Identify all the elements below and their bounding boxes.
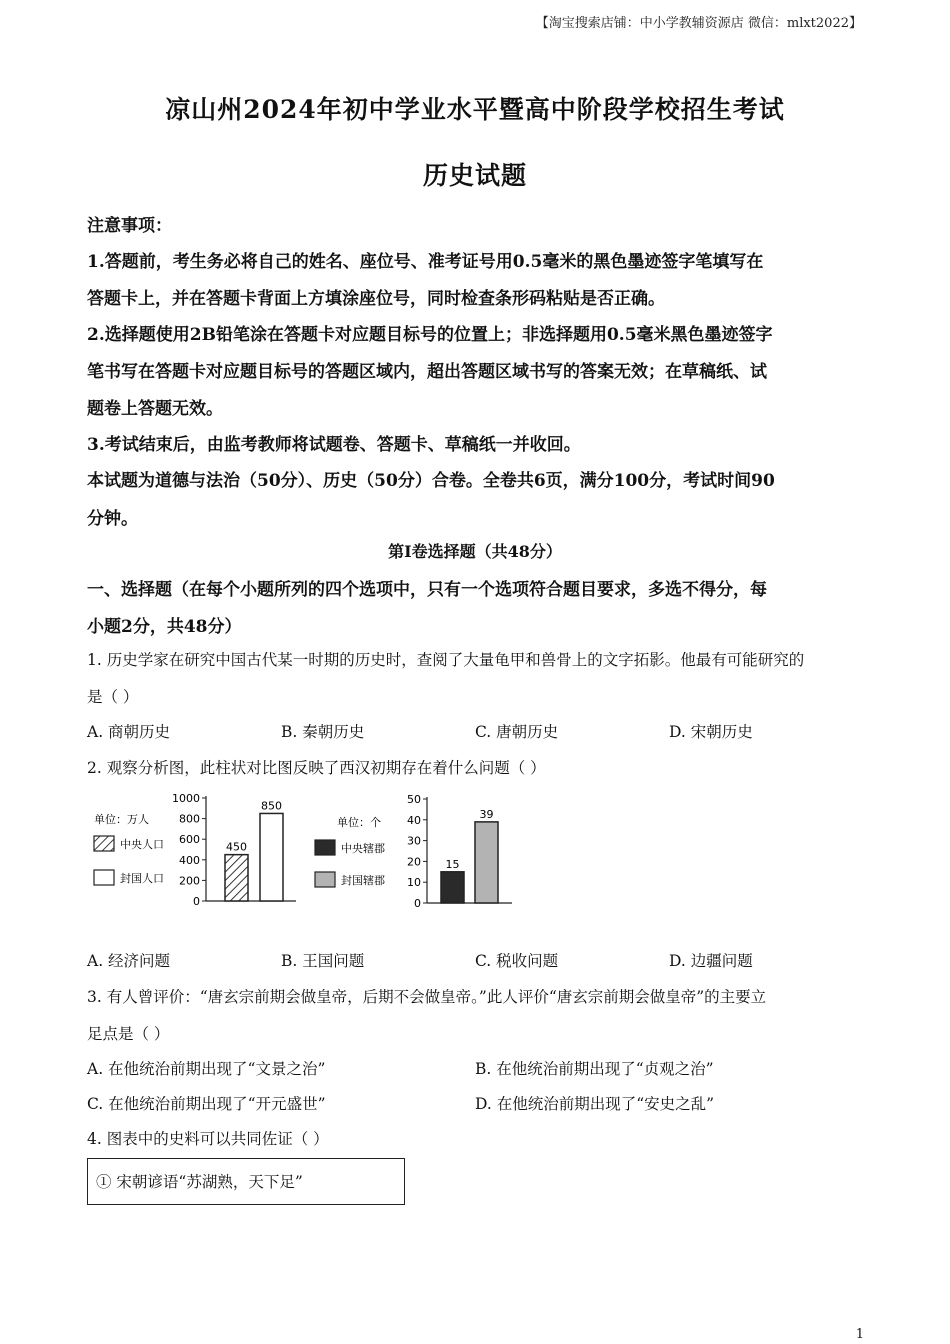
y-tick-label: 30	[407, 834, 421, 848]
question-stem: 足点是（ ）	[87, 1025, 170, 1043]
source-box	[87, 1158, 405, 1205]
option-b: B. 在他统治前期出现了“贞观之治”	[475, 1060, 714, 1078]
legend-label: 中央人口	[120, 838, 164, 851]
bar-value-label: 15	[445, 857, 460, 871]
question-stem: 4. 图表中的史料可以共同佐证（ ）	[87, 1130, 329, 1148]
y-tick-label: 0	[414, 897, 421, 910]
option-d: D. 在他统治前期出现了“安史之乱”	[475, 1095, 715, 1113]
notice-line: 笔书写在答题卡对应题目标号的答题区域内，超出答题区域书写的答案无效；在草稿纸、试	[87, 362, 767, 382]
bar-value-label: 39	[479, 807, 494, 821]
bar-中央辖郡	[441, 872, 464, 903]
bar-value-label: 850	[261, 799, 282, 813]
option-a: A. 商朝历史	[87, 723, 171, 741]
bar-封国人口	[260, 813, 283, 901]
legend-label: 封国人口	[120, 872, 164, 885]
legend-swatch-fief	[94, 870, 114, 885]
legend-label: 封国辖郡	[341, 874, 385, 887]
section-heading: 第Ⅰ卷选择题（共48分）	[388, 542, 562, 561]
question-stem: 2. 观察分析图，此柱状对比图反映了西汉初期存在着什么问题（ ）	[87, 759, 546, 777]
option-c: C. 税收问题	[475, 952, 559, 970]
y-tick-label: 200	[179, 874, 200, 888]
question-stem: 3. 有人曾评价：“唐玄宗前期会做皇帝，后期不会做皇帝。”此人评价“唐玄宗前期会做皇帝”的主要立	[87, 988, 767, 1006]
legend-swatch-fief	[315, 872, 335, 887]
notice-line: 1.答题前，考生务必将自己的姓名、座位号、准考证号用0.5毫米的黑色墨迹签字笔填写在	[87, 252, 764, 272]
chart-unit-label: 单位：个	[337, 816, 381, 829]
y-tick-label: 10	[407, 876, 421, 890]
section-instruction: 一、选择题（在每个小题所列的四个选项中，只有一个选项符合题目要求，多选不得分，每	[87, 580, 767, 600]
option-a: A. 在他统治前期出现了“文景之治”	[87, 1060, 326, 1078]
y-tick-label: 20	[407, 855, 421, 869]
legend-swatch-central	[94, 836, 114, 851]
y-tick-label: 0	[193, 895, 200, 908]
option-b: B. 王国问题	[281, 952, 365, 970]
y-tick-label: 800	[179, 812, 200, 826]
notice-line: 分钟。	[87, 509, 138, 529]
y-tick-label: 40	[407, 813, 421, 827]
y-tick-label: 400	[179, 853, 200, 867]
bar-value-label: 450	[226, 840, 247, 854]
notice-line: 题卷上答题无效。	[87, 399, 223, 419]
option-b: B. 秦朝历史	[281, 723, 365, 741]
notice-line: 答题卡上，并在答题卡背面上方填涂座位号，同时检查条形码粘贴是否正确。	[87, 289, 665, 309]
population-chart	[88, 788, 300, 913]
bar-封国辖郡	[475, 822, 498, 903]
commandery-chart	[307, 788, 519, 913]
option-d: D. 宋朝历史	[669, 723, 753, 741]
section-instruction: 小题2分，共48分）	[87, 617, 242, 637]
header-note: 【淘宝搜索店铺：中小学教辅资源店 微信：mlxt2022】	[535, 16, 862, 31]
chart-unit-label: 单位：万人	[94, 813, 149, 826]
notice-line: 3.考试结束后，由监考教师将试题卷、答题卡、草稿纸一并收回。	[87, 435, 581, 455]
bar-中央人口	[225, 855, 248, 901]
option-c: C. 在他统治前期出现了“开元盛世”	[87, 1095, 326, 1113]
source-text: ① 宋朝谚语“苏湖熟，天下足”	[96, 1173, 303, 1191]
y-tick-label: 50	[407, 793, 421, 806]
notice-line: 本试题为道德与法治（50分）、历史（50分）合卷。全卷共6页，满分100分，考试时间90	[87, 471, 775, 491]
page-number: 1	[855, 1327, 864, 1342]
subject-title: 历史试题	[422, 161, 527, 190]
exam-title: 凉山州2024年初中学业水平暨高中阶段学校招生考试	[165, 95, 785, 124]
option-a: A. 经济问题	[87, 952, 171, 970]
y-tick-label: 600	[179, 833, 200, 847]
option-c: C. 唐朝历史	[475, 723, 559, 741]
option-d: D. 边疆问题	[669, 952, 753, 970]
question-stem: 1. 历史学家在研究中国古代某一时期的历史时，查阅了大量龟甲和兽骨上的文字拓影。他最有可能研究的	[87, 651, 805, 669]
y-tick-label: 1000	[172, 792, 200, 805]
notice-heading: 注意事项：	[87, 216, 172, 236]
question-stem: 是（ ）	[87, 688, 139, 706]
notice-line: 2.选择题使用2B铅笔涂在答题卡对应题目标号的位置上；非选择题用0.5毫米黑色墨迹签字	[87, 325, 773, 345]
legend-swatch-central	[315, 840, 335, 855]
legend-label: 中央辖郡	[341, 842, 385, 855]
